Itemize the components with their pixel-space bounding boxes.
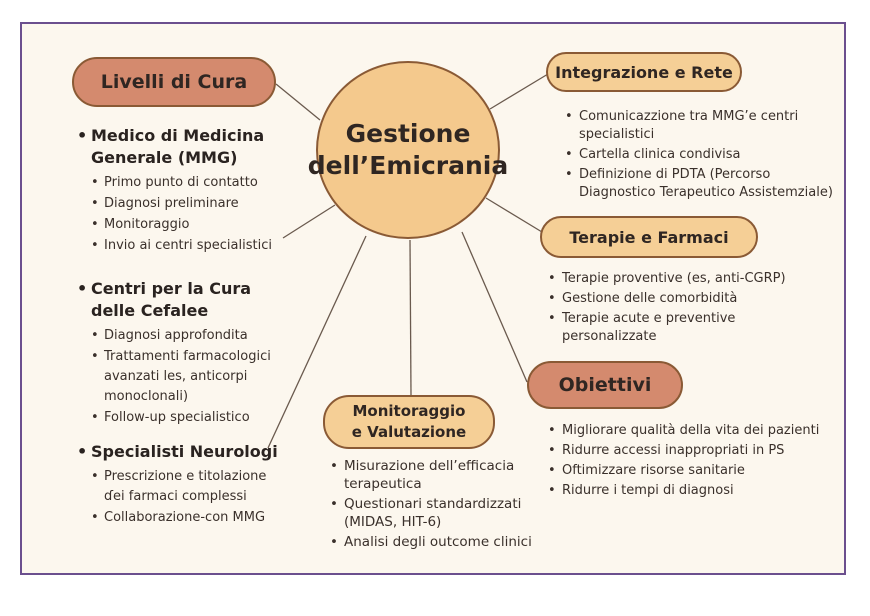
list-item: • Terapie acute e preventive personalizzate [548,310,823,346]
integrazione-rete-title: Integrazione e Rete [546,52,742,92]
monitoraggio-list [330,457,540,553]
group-heading-centri: • Centri per la Cura delle Cefalee [77,278,307,322]
list-item: • Prescrizione e titolazione ɗei farmaci complessi [91,467,307,507]
obiettivi-list [548,422,838,502]
list-item: • Gestione delle comorbidità [548,290,823,308]
list-item: • Questionari standardizzati (MIDAS, HIT-6) [330,495,540,531]
group-mmg [77,125,307,257]
integrazione-list [565,108,840,204]
list-item: • Analisi degli outcome clinici [330,533,540,551]
obiettivi-title: Obiettivi [527,361,683,409]
connector-terapie [486,198,542,232]
list-item: • Follow-up specialistico [91,408,307,428]
list-item: • Collaborazione-con MMG [91,508,307,528]
group-heading-mmg: • Medico di Medicina Generale (MMG) [77,125,307,169]
monitoraggio-valutazione-title: Monitoraggio e Valutazione [323,395,495,449]
group-neurologi [77,441,307,529]
list-item: • Terapie proventive (es, anti-CGRP) [548,270,823,288]
list-item: • Primo punto di contatto [91,173,307,193]
list-item: • Oftimizzare risorse sanitarie [548,462,838,480]
list-item: • Monitoraggio [91,215,307,235]
terapie-farmaci-title: Terapie e Farmaci [540,216,758,258]
group-centri-cefalee [77,278,307,429]
terapie-list [548,270,823,348]
list-item: • Misurazione dell’efficacia terapeutica [330,457,540,493]
list-item: • Definizione di PDTA (Percorso Diagnostico Terapeutico Assistemziale) [565,166,840,202]
list-item: • Ridurre i tempi di diagnosi [548,482,838,500]
list-item: • Comunicazzione tra MMG’e centri specialistici [565,108,840,144]
list-item: • Diagnosi preliminare [91,194,307,214]
connector-monitoraggio [410,240,411,395]
list-item: • Migliorare qualità della vita dei pazienti [548,422,838,440]
list-item: • Ridurre accessi inappropriati in PS [548,442,838,460]
group-heading-neurologi: • Specialisti Neurologi [77,441,307,463]
list-item: • Trattamenti farmacologici avanzati les, anticorpi monoclonali) [91,347,307,407]
central-node: Gestione dell’Emicrania [316,61,500,239]
list-item: • Diagnosi approfondita [91,326,307,346]
livelli-di-cura-title: Livelli di Cura [72,57,276,107]
list-item: • Invio ai centri specialistici [91,236,307,256]
connector-livelli [276,84,320,120]
list-item: • Cartella clinica condivisa [565,146,840,164]
connector-obiettivi [462,232,527,382]
connector-integrazione [490,74,548,109]
